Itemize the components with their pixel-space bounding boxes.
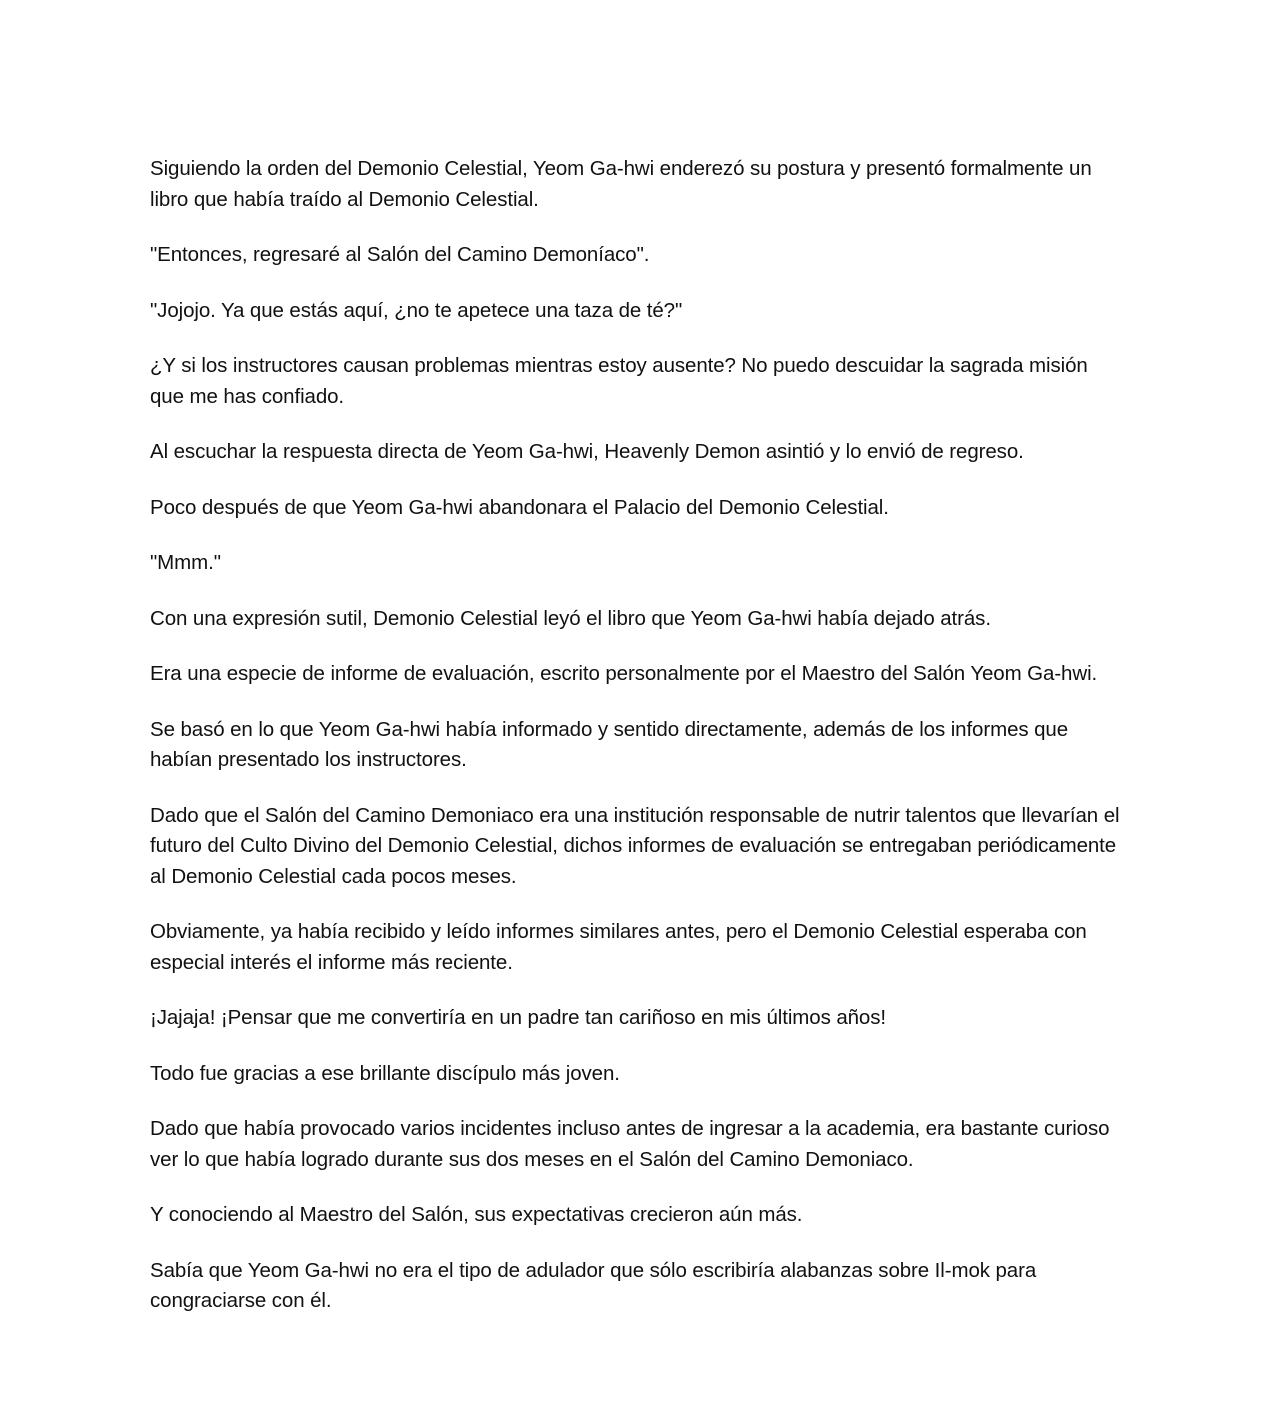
paragraph: Obviamente, ya había recibido y leído informes similares antes, pero el Demonio Celestial esperaba con especial interés el informe más reciente. xyxy=(150,920,1087,974)
paragraph: ¡Jajaja! ¡Pensar que me convertiría en un padre tan cariñoso en mis últimos años! xyxy=(150,1006,886,1029)
paragraph: "Jojojo. Ya que estás aquí, ¿no te apetece una taza de té?" xyxy=(150,298,683,322)
paragraph: Al escuchar la respuesta directa de Yeom Ga-hwi, Heavenly Demon asintió y lo envió de regreso. xyxy=(150,440,1024,463)
paragraph: Con una expresión sutil, Demonio Celestial leyó el libro que Yeom Ga-hwi había dejado atrás. xyxy=(150,606,991,630)
document-body xyxy=(150,154,1125,1342)
paragraph: Era una especie de informe de evaluación, escrito personalmente por el Maestro del Salón Yeom Ga-hwi. xyxy=(150,662,1098,685)
paragraph: Poco después de que Yeom Ga-hwi abandonara el Palacio del Demonio Celestial. xyxy=(150,495,889,519)
paragraph: Dado que el Salón del Camino Demoniaco era una institución responsable de nutrir talentos que llevarían el futuro del Culto Divino del Demonio Celestial, dichos informes de evaluación se entregaban periódicamente al Demonio Celestial cada pocos meses. xyxy=(150,803,1120,888)
paragraph: "Mmm." xyxy=(150,551,221,574)
paragraph: Se basó en lo que Yeom Ga-hwi había informado y sentido directamente, además de los informes que habían presentado los instructores. xyxy=(150,717,1069,771)
paragraph: Y conociendo al Maestro del Salón, sus expectativas crecieron aún más. xyxy=(150,1203,803,1226)
paragraph: Sabía que Yeom Ga-hwi no era el tipo de adulador que sólo escribiría alabanzas sobre Il-mok para congraciarse con él. xyxy=(150,1258,1037,1312)
paragraph: Siguiendo la orden del Demonio Celestial, Yeom Ga-hwi enderezó su postura y presentó formalmente un libro que había traído al Demonio Celestial. xyxy=(150,157,1092,211)
paragraph: ¿Y si los instructores causan problemas mientras estoy ausente? No puedo descuidar la sagrada misión que me has confiado. xyxy=(150,354,1088,408)
paragraph: Todo fue gracias a ese brillante discípulo más joven. xyxy=(150,1061,620,1085)
paragraph: "Entonces, regresaré al Salón del Camino Demoníaco". xyxy=(150,243,650,266)
paragraph: Dado que había provocado varios incidentes incluso antes de ingresar a la academia, era bastante curioso ver lo que había logrado durante sus dos meses en el Salón del Camino Demoniaco. xyxy=(150,1117,1110,1171)
